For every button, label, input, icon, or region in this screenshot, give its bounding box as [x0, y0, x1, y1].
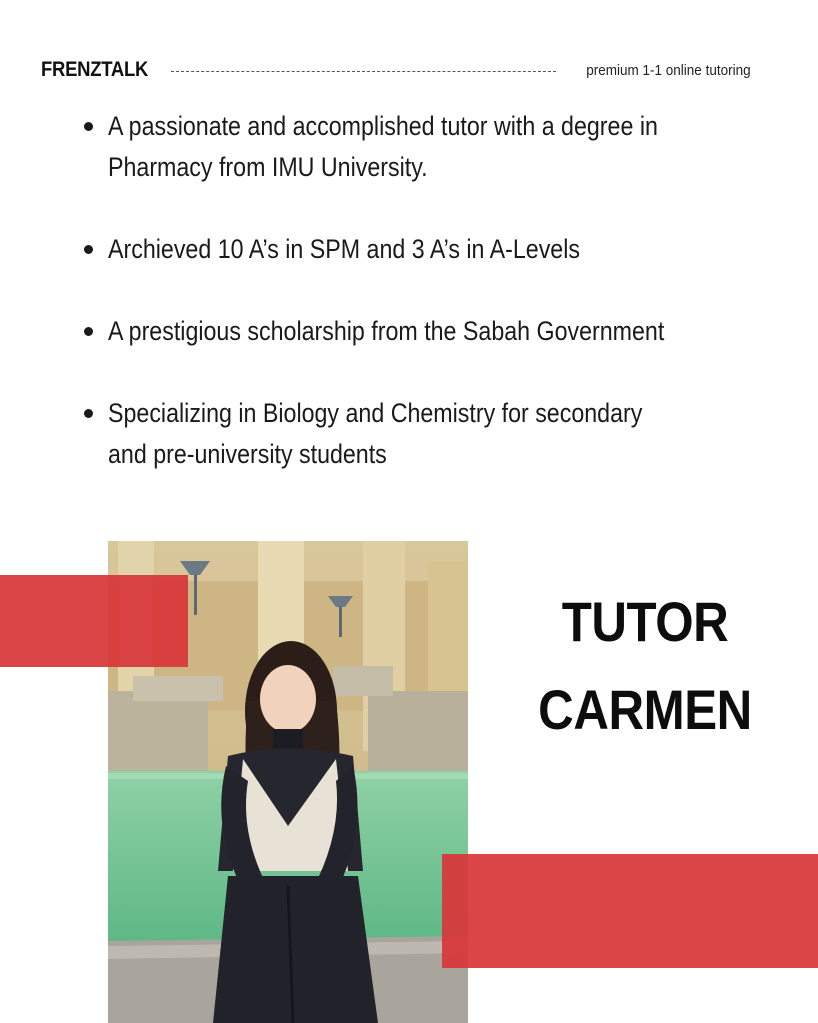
bullet-icon — [84, 122, 93, 131]
list-item — [84, 229, 774, 270]
list-item — [84, 393, 774, 475]
list-item-line: Specializing in Biology and Chemistry for secondary — [108, 398, 643, 428]
bullet-icon — [84, 327, 93, 336]
tutor-name-heading — [500, 578, 790, 754]
accent-block-right — [442, 854, 818, 968]
qualification-list — [84, 106, 774, 516]
list-item — [84, 106, 774, 188]
accent-block-left — [0, 575, 188, 667]
list-item-line: Pharmacy from IMU University. — [108, 152, 428, 182]
tagline: premium 1-1 online tutoring — [586, 61, 751, 79]
bullet-icon — [84, 409, 93, 418]
header-divider — [171, 71, 556, 72]
brand-logo: FRENZTALK — [41, 58, 149, 81]
list-item-line: Archieved 10 A’s in SPM and 3 A’s in A-Levels — [108, 234, 580, 264]
list-item-line: and pre-university students — [108, 439, 387, 469]
list-item — [84, 311, 774, 352]
tutor-name-line: TUTOR — [561, 590, 729, 653]
bullet-icon — [84, 245, 93, 254]
list-item-line: A passionate and accomplished tutor with a degree in — [108, 111, 658, 141]
list-item-line: A prestigious scholarship from the Sabah Government — [108, 316, 665, 346]
tutor-name-line: CARMEN — [538, 678, 752, 741]
header — [41, 56, 751, 84]
